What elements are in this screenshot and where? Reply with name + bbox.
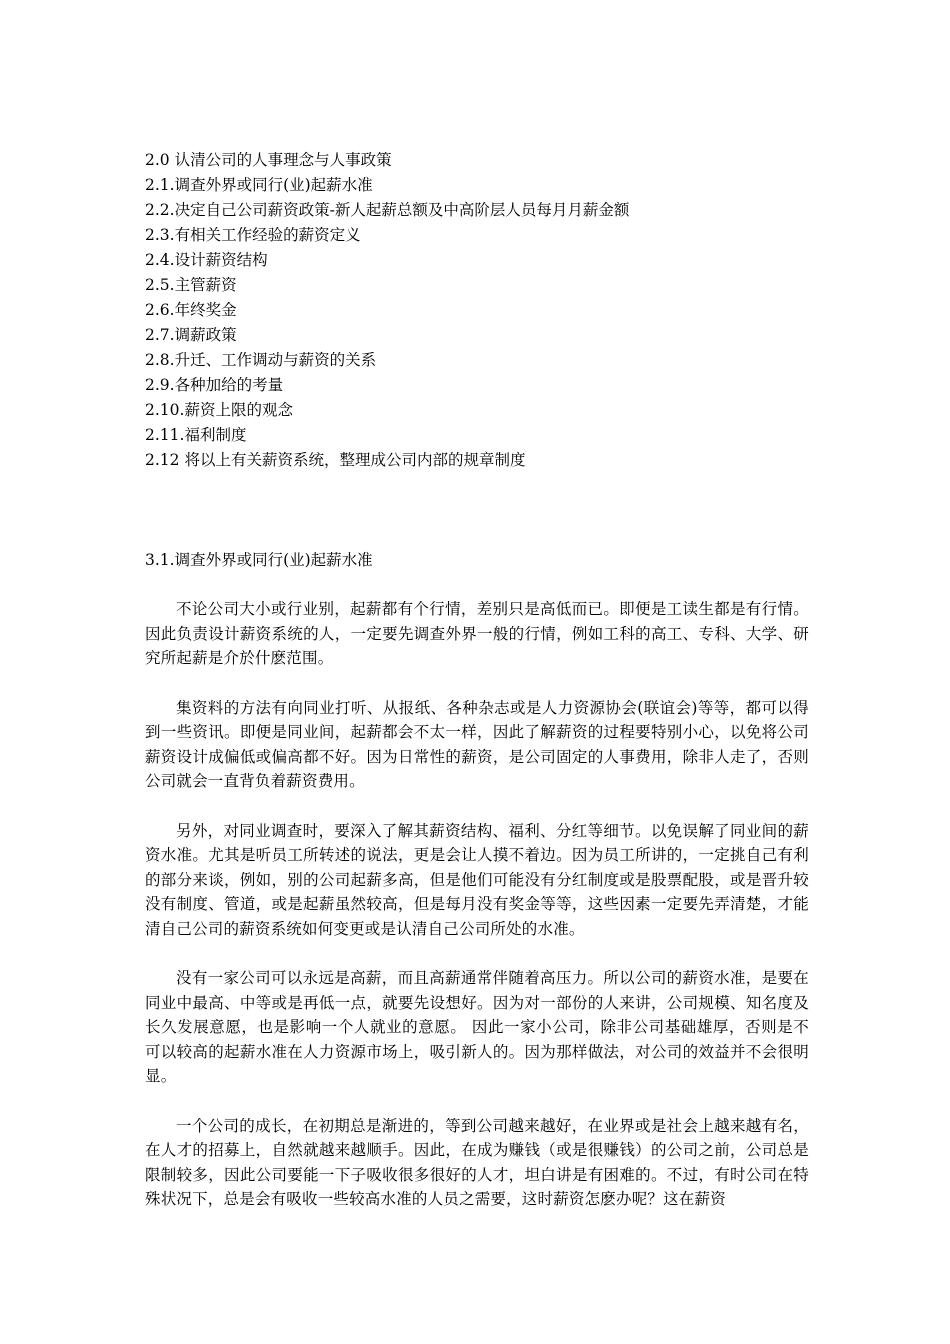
toc-item: 2.11.福利制度 — [145, 426, 247, 444]
toc-item: 2.10.薪资上限的观念 — [145, 401, 293, 419]
toc-item: 2.5.主管薪资 — [145, 276, 237, 294]
toc-item: 2.9.各种加给的考量 — [145, 376, 284, 394]
body-paragraph: 一个公司的成长，在初期总是渐进的，等到公司越来越好，在业界或是社会上越来越有名，在人才的招募上，自然就越来越顺手。因此，在成为赚钱（或是很赚钱）的公司之前，公司总是限制较多，因此公司要能一下子吸收很多很好的人才，坦白讲是有困难的。不过，有时公司在特殊状况下，总是会有吸收一些较高水准的人员之需要，这时薪资怎麽办呢？这在薪资 — [145, 1116, 809, 1208]
toc-item: 2.0 认清公司的人事理念与人事政策 — [145, 151, 392, 169]
toc-item: 2.8.升迁、工作调动与薪资的关系 — [145, 351, 377, 369]
body-paragraph: 没有一家公司可以永远是高薪，而且高薪通常伴随着高压力。所以公司的薪资水准，是要在同业中最高、中等或是再低一点，就要先设想好。因为对一部份的人来讲，公司规模、知名度及长久发展意愿，也是影响一个人就业的意愿。 因此一家小公司，除非公司基础雄厚，否则是不可以较高的起薪水准在人力资源市场上，吸引新人的。因为那样做法，对公司的效益并不会很明显。 — [145, 969, 809, 1085]
toc-item: 2.12 将以上有关薪资系统，整理成公司内部的规章制度 — [145, 451, 526, 469]
toc-item: 2.1.调查外界或同行(业)起薪水准 — [145, 176, 373, 194]
toc-item: 2.3.有相关工作经验的薪资定义 — [145, 226, 361, 244]
toc-item: 2.7.调薪政策 — [145, 326, 237, 344]
body-paragraph: 集资料的方法有向同业打听、从报纸、各种杂志或是人力资源协会(联谊会)等等，都可以得到一些资讯。即便是同业间，起薪都会不太一样，因此了解薪资的过程要特别小心，以免将公司薪资设计成偏低或偏高都不好。因为日常性的薪资，是公司固定的人事费用，除非人走了，否则公司就会一直背负着薪资费用。 — [145, 698, 809, 790]
section-heading: 3.1.调查外界或同行(业)起薪水准 — [145, 551, 373, 569]
toc-item: 2.6.年终奖金 — [145, 301, 237, 319]
toc-item: 2.4.设计薪资结构 — [145, 251, 268, 269]
document-page — [145, 148, 809, 1212]
toc-list — [145, 148, 809, 473]
toc-item: 2.2.决定自己公司薪资政策-新人起薪总额及中高阶层人员每月月薪金额 — [145, 201, 630, 219]
body-paragraph: 另外，对同业调查时，要深入了解其薪资结构、福利、分红等细节。以免误解了同业间的薪资水准。尤其是听员工所转述的说法，更是会让人摸不着边。因为员工所讲的，一定挑自己有利的部分来谈，例如，别的公司起薪多高，但是他们可能没有分红制度或是股票配股，或是晋升较没有制度、管道，或是起薪虽然较高，但是每月没有奖金等等，这些因素一定要先弄清楚，才能 清自己公司的薪资系统如何变更或是认清自己公司所处的水准。 — [145, 821, 809, 938]
body-paragraph: 不论公司大小或行业别，起薪都有个行情，差别只是高低而已。即便是工读生都是有行情。因此负责设计薪资系统的人，一定要先调查外界一般的行情，例如工科的高工、专科、大学、研究所起薪是介於什麽范围。 — [145, 600, 809, 667]
